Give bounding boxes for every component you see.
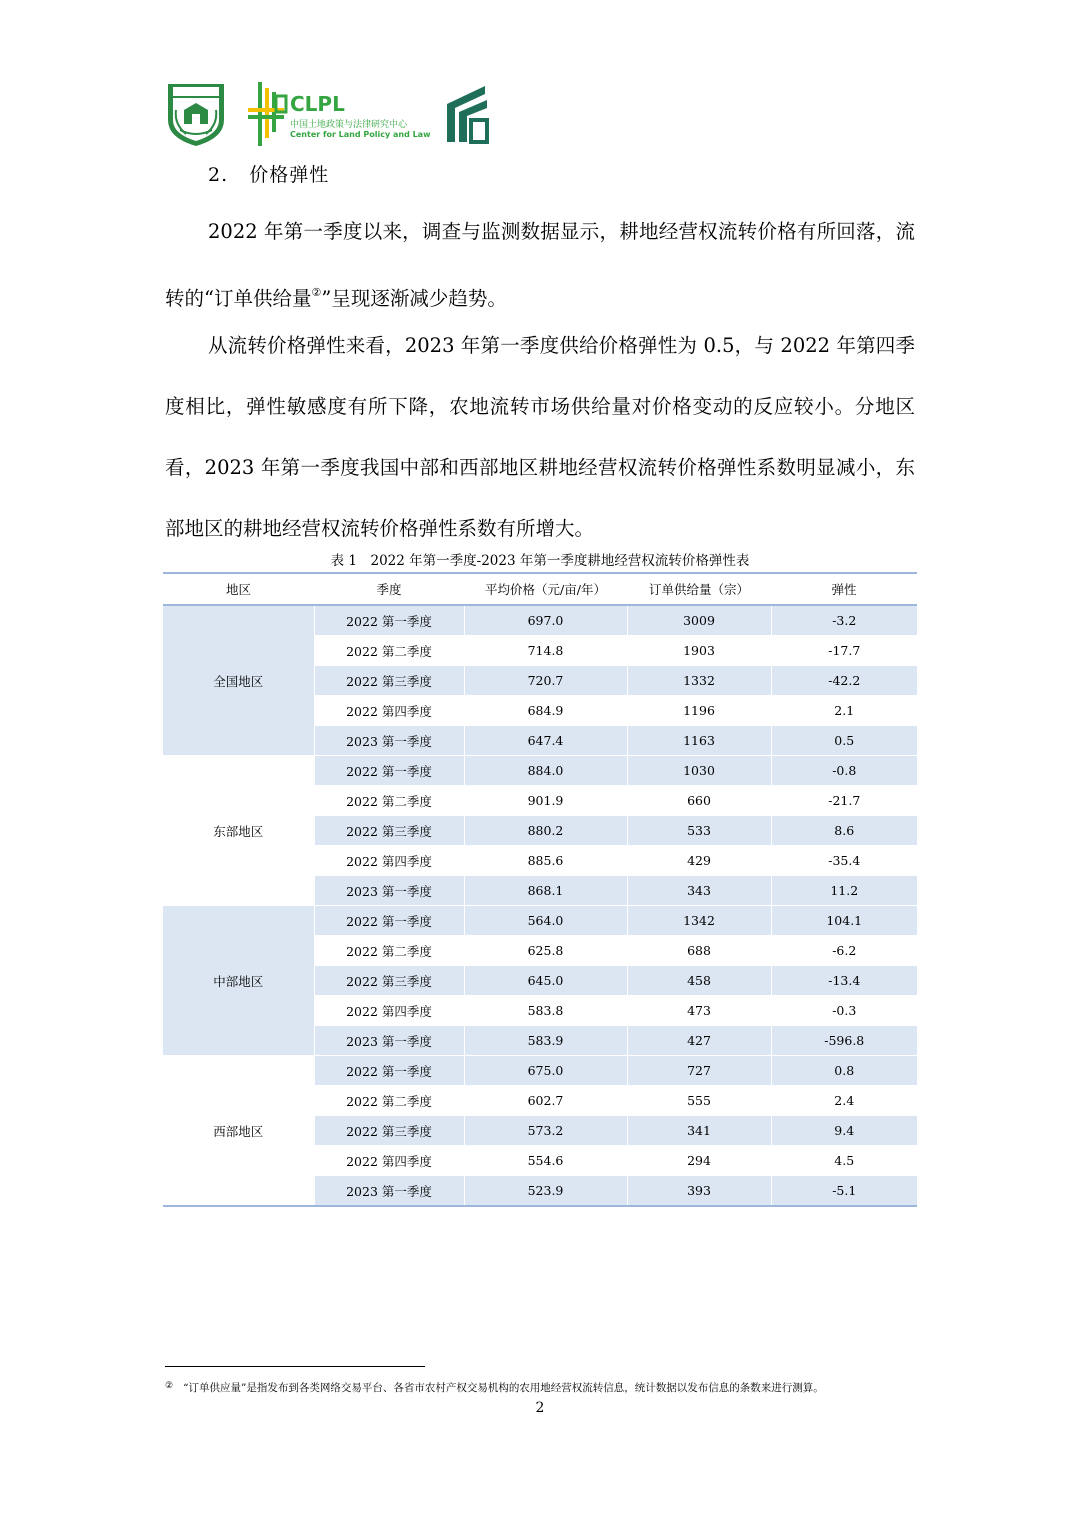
elasticity-cell: 104.1 <box>771 906 917 936</box>
avg-price-cell: 684.9 <box>464 696 627 726</box>
order-supply-cell: 727 <box>627 1056 771 1086</box>
paragraph-1-text-a: 2022 年第一季度以来，调查与监测数据显示，耕地经营权流转价格有所回落，流转的“订单供给量 <box>165 220 915 310</box>
order-supply-cell: 660 <box>627 786 771 816</box>
paragraph-2-text: 从流转价格弹性来看，2023 年第一季度供给价格弹性为 0.5，与 2022 年第四季度相比，弹性敏感度有所下降，农地流转市场供给量对价格变动的反应较小。分地区看，2023 年第一季度我国中部和西部地区耕地经营权流转价格弹性系数明显减小，东部地区的耕地经营权流转价格弹性系数有所增大。 <box>165 334 915 540</box>
quarter-cell: 2023 第一季度 <box>314 726 464 756</box>
clpl-chinese-name: 中国土地政策与法律研究中心 <box>290 120 408 130</box>
university-seal-logo <box>162 80 230 148</box>
region-cell: 东部地区 <box>163 756 314 906</box>
page-number: 2 <box>535 1400 545 1416</box>
price-elasticity-table <box>163 572 917 1207</box>
elasticity-cell: -13.4 <box>771 966 917 996</box>
elasticity-cell: 11.2 <box>771 876 917 906</box>
footnote-rule <box>165 1366 425 1367</box>
quarter-cell: 2022 第二季度 <box>314 1086 464 1116</box>
quarter-cell: 2022 第三季度 <box>314 1116 464 1146</box>
avg-price-cell: 868.1 <box>464 876 627 906</box>
avg-price-cell: 523.9 <box>464 1176 627 1207</box>
quarter-cell: 2022 第二季度 <box>314 936 464 966</box>
avg-price-cell: 880.2 <box>464 816 627 846</box>
avg-price-cell: 647.4 <box>464 726 627 756</box>
quarter-cell: 2022 第一季度 <box>314 605 464 636</box>
table-row <box>163 906 917 936</box>
section-heading <box>208 160 329 187</box>
paragraph-2 <box>165 315 915 559</box>
order-supply-cell: 1030 <box>627 756 771 786</box>
order-supply-cell: 533 <box>627 816 771 846</box>
avg-price-cell: 554.6 <box>464 1146 627 1176</box>
header-elasticity: 弹性 <box>771 573 917 605</box>
region-cell: 中部地区 <box>163 906 314 1056</box>
order-supply-cell: 473 <box>627 996 771 1026</box>
clpl-wordmark: CLPL <box>290 92 345 116</box>
footnote-text: “订单供应量”是指发布到各类网络交易平台、各省市农村产权交易机构的农用地经营权流转信息，统计数据以发布信息的条数来进行测算。 <box>183 1382 824 1394</box>
header-order-supply: 订单供给量（宗） <box>627 573 771 605</box>
order-supply-cell: 1903 <box>627 636 771 666</box>
footnote-mark: ② <box>165 1381 174 1391</box>
footnote <box>165 1380 925 1395</box>
avg-price-cell: 583.8 <box>464 996 627 1026</box>
quarter-cell: 2022 第四季度 <box>314 696 464 726</box>
elasticity-cell: 9.4 <box>771 1116 917 1146</box>
avg-price-cell: 645.0 <box>464 966 627 996</box>
elasticity-cell: -596.8 <box>771 1026 917 1056</box>
order-supply-cell: 343 <box>627 876 771 906</box>
avg-price-cell: 884.0 <box>464 756 627 786</box>
elasticity-cell: -17.7 <box>771 636 917 666</box>
region-cell: 全国地区 <box>163 605 314 756</box>
clpl-english-name: Center for Land Policy and Law <box>290 130 431 139</box>
order-supply-cell: 393 <box>627 1176 771 1207</box>
order-supply-cell: 555 <box>627 1086 771 1116</box>
footnote-ref-mark[interactable]: ② <box>311 286 322 299</box>
paragraph-1-text-b: ”呈现逐渐减少趋势。 <box>321 287 507 310</box>
elasticity-cell: 0.8 <box>771 1056 917 1086</box>
avg-price-cell: 625.8 <box>464 936 627 966</box>
quarter-cell: 2022 第三季度 <box>314 966 464 996</box>
elasticity-cell: -5.1 <box>771 1176 917 1207</box>
order-supply-cell: 1163 <box>627 726 771 756</box>
table-header-row <box>163 573 917 605</box>
quarter-cell: 2022 第四季度 <box>314 1146 464 1176</box>
elasticity-cell: -3.2 <box>771 605 917 636</box>
section-title: 价格弹性 <box>249 164 330 186</box>
quarter-cell: 2022 第一季度 <box>314 906 464 936</box>
avg-price-cell: 697.0 <box>464 605 627 636</box>
order-supply-cell: 458 <box>627 966 771 996</box>
clpl-logo <box>246 82 446 146</box>
quarter-cell: 2022 第三季度 <box>314 666 464 696</box>
order-supply-cell: 3009 <box>627 605 771 636</box>
table-row <box>163 605 917 636</box>
table-caption: 表 1 2022 年第一季度-2023 年第一季度耕地经营权流转价格弹性表 <box>330 553 750 569</box>
avg-price-cell: 564.0 <box>464 906 627 936</box>
avg-price-cell: 714.8 <box>464 636 627 666</box>
elasticity-cell: 8.6 <box>771 816 917 846</box>
elasticity-cell: 4.5 <box>771 1146 917 1176</box>
table-row <box>163 756 917 786</box>
header-region: 地区 <box>163 573 314 605</box>
avg-price-cell: 675.0 <box>464 1056 627 1086</box>
house-logo <box>445 82 491 144</box>
elasticity-cell: 2.1 <box>771 696 917 726</box>
avg-price-cell: 885.6 <box>464 846 627 876</box>
elasticity-cell: -21.7 <box>771 786 917 816</box>
order-supply-cell: 427 <box>627 1026 771 1056</box>
paragraph-1 <box>165 201 915 329</box>
order-supply-cell: 1196 <box>627 696 771 726</box>
order-supply-cell: 1332 <box>627 666 771 696</box>
quarter-cell: 2022 第一季度 <box>314 756 464 786</box>
table-row <box>163 1056 917 1086</box>
quarter-cell: 2022 第四季度 <box>314 846 464 876</box>
elasticity-cell: 0.5 <box>771 726 917 756</box>
quarter-cell: 2022 第二季度 <box>314 636 464 666</box>
avg-price-cell: 573.2 <box>464 1116 627 1146</box>
header-avg-price: 平均价格（元/亩/年） <box>464 573 627 605</box>
header-quarter: 季度 <box>314 573 464 605</box>
avg-price-cell: 901.9 <box>464 786 627 816</box>
elasticity-cell: -6.2 <box>771 936 917 966</box>
order-supply-cell: 341 <box>627 1116 771 1146</box>
elasticity-cell: -0.8 <box>771 756 917 786</box>
elasticity-cell: -35.4 <box>771 846 917 876</box>
avg-price-cell: 720.7 <box>464 666 627 696</box>
avg-price-cell: 583.9 <box>464 1026 627 1056</box>
elasticity-cell: 2.4 <box>771 1086 917 1116</box>
order-supply-cell: 429 <box>627 846 771 876</box>
elasticity-cell: -42.2 <box>771 666 917 696</box>
section-number: 2. <box>208 164 229 186</box>
quarter-cell: 2023 第一季度 <box>314 1176 464 1207</box>
order-supply-cell: 688 <box>627 936 771 966</box>
quarter-cell: 2022 第二季度 <box>314 786 464 816</box>
quarter-cell: 2023 第一季度 <box>314 1026 464 1056</box>
quarter-cell: 2023 第一季度 <box>314 876 464 906</box>
quarter-cell: 2022 第四季度 <box>314 996 464 1026</box>
elasticity-cell: -0.3 <box>771 996 917 1026</box>
quarter-cell: 2022 第一季度 <box>314 1056 464 1086</box>
order-supply-cell: 294 <box>627 1146 771 1176</box>
order-supply-cell: 1342 <box>627 906 771 936</box>
avg-price-cell: 602.7 <box>464 1086 627 1116</box>
region-cell: 西部地区 <box>163 1056 314 1207</box>
quarter-cell: 2022 第三季度 <box>314 816 464 846</box>
